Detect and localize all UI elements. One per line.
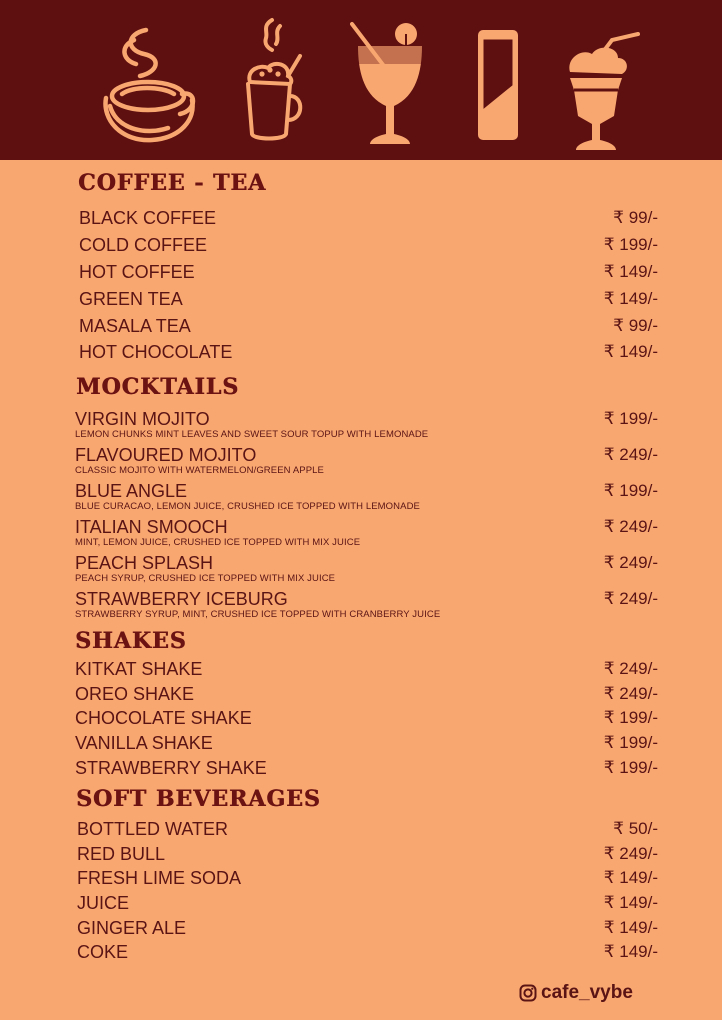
item-price: ₹ 199/-: [603, 409, 658, 428]
item-name: RED BULL: [77, 844, 166, 864]
item-price: ₹ 99/-: [613, 316, 658, 335]
item-price: ₹ 249/-: [603, 684, 658, 703]
item-name: KITKAT SHAKE: [75, 659, 203, 679]
item-name: PEACH SPLASH: [75, 553, 214, 573]
item-name: STRAWBERRY ICEBURG: [75, 589, 288, 609]
section-title-soft-beverages: SOFT BEVERAGES: [76, 786, 321, 812]
item-price: ₹ 149/-: [603, 918, 658, 937]
item-price: ₹ 149/-: [603, 942, 658, 961]
item-price: ₹ 149/-: [603, 262, 658, 281]
item-price: ₹ 149/-: [603, 893, 658, 912]
item-name: FLAVOURED MOJITO: [75, 445, 257, 465]
coffee-cup-icon: [96, 20, 200, 150]
instagram-handle-link[interactable]: [519, 982, 633, 1004]
item-name: FRESH LIME SODA: [77, 868, 242, 888]
item-price: ₹ 99/-: [613, 208, 658, 227]
item-name: COLD COFFEE: [79, 235, 208, 255]
energy-can-icon: [472, 26, 524, 144]
item-price: ₹ 199/-: [603, 733, 658, 752]
header-banner: [0, 0, 722, 160]
item-price: ₹ 249/-: [603, 589, 658, 608]
instagram-icon: [519, 984, 537, 1002]
item-name: OREO SHAKE: [75, 684, 195, 704]
item-name: ITALIAN SMOOCH: [75, 517, 228, 537]
latte-mug-icon: [238, 16, 308, 146]
item-name: GREEN TEA: [79, 289, 183, 309]
item-price: ₹ 50/-: [613, 819, 658, 838]
item-name: JUICE: [77, 893, 130, 913]
item-price: ₹ 149/-: [603, 289, 658, 308]
item-name: VANILLA SHAKE: [75, 733, 213, 753]
item-description: LEMON CHUNKS MINT LEAVES AND SWEET SOUR TOPUP WITH LEMONADE: [75, 429, 429, 440]
item-price: ₹ 249/-: [603, 553, 658, 572]
item-description: PEACH SYRUP, CRUSHED ICE TOPPED WITH MIX JUICE: [75, 573, 336, 584]
item-name: BLACK COFFEE: [79, 208, 217, 228]
item-price: ₹ 199/-: [603, 481, 658, 500]
item-description: CLASSIC MOJITO WITH WATERMELON/GREEN APPLE: [75, 465, 324, 476]
item-name: GINGER ALE: [77, 918, 187, 938]
item-price: ₹ 249/-: [603, 445, 658, 464]
section-title-shakes: SHAKES: [75, 628, 187, 654]
item-price: ₹ 149/-: [603, 342, 658, 361]
item-name: BLUE ANGLE: [75, 481, 188, 501]
item-name: BOTTLED WATER: [77, 819, 229, 839]
item-name: HOT CHOCOLATE: [79, 342, 233, 362]
item-name: HOT COFFEE: [79, 262, 195, 282]
item-price: ₹ 199/-: [603, 708, 658, 727]
item-price: ₹ 249/-: [603, 517, 658, 536]
item-name: COKE: [77, 942, 129, 962]
item-price: ₹ 199/-: [603, 235, 658, 254]
section-title-mocktails: MOCKTAILS: [76, 374, 240, 400]
item-price: ₹ 249/-: [603, 844, 658, 863]
item-name: STRAWBERRY SHAKE: [75, 758, 267, 778]
milkshake-icon: [560, 28, 644, 156]
item-name: VIRGIN MOJITO: [75, 409, 210, 429]
section-title-coffee-tea: COFFEE - TEA: [78, 170, 267, 196]
item-name: CHOCOLATE SHAKE: [75, 708, 252, 728]
item-description: MINT, LEMON JUICE, CRUSHED ICE TOPPED WITH MIX JUICE: [75, 537, 361, 548]
item-name: MASALA TEA: [79, 316, 191, 336]
instagram-handle-text: cafe_vybe: [541, 982, 633, 1003]
item-price: ₹ 149/-: [603, 868, 658, 887]
item-description: STRAWBERRY SYRUP, MINT, CRUSHED ICE TOPPED WITH CRANBERRY JUICE: [75, 609, 441, 620]
item-price: ₹ 249/-: [603, 659, 658, 678]
item-price: ₹ 199/-: [603, 758, 658, 777]
item-description: BLUE CURACAO, LEMON JUICE, CRUSHED ICE TOPPED WITH LEMONADE: [75, 501, 420, 512]
cocktail-glass-icon: [350, 16, 430, 152]
